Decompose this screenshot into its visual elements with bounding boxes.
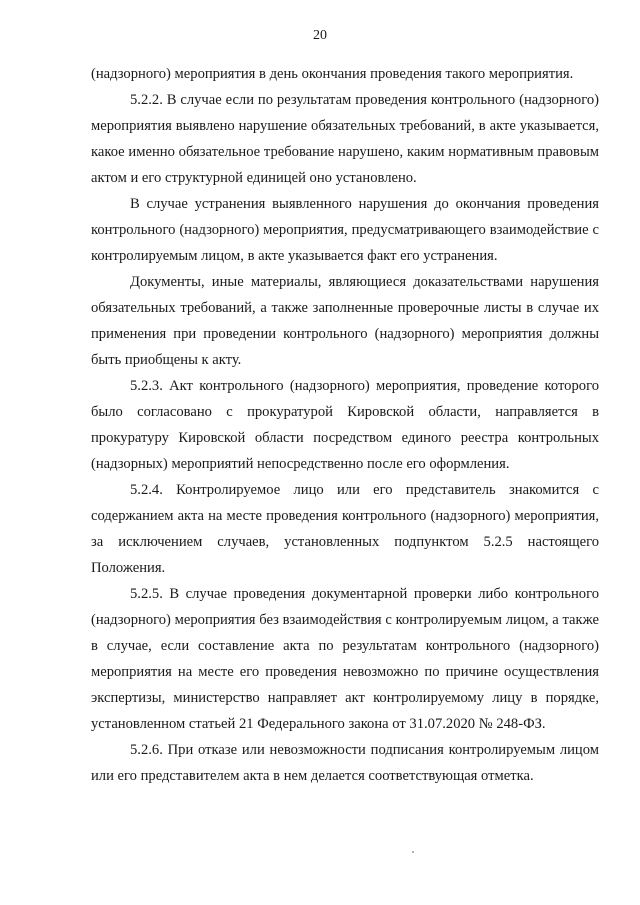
paragraph-evidence-documents: Документы, иные материалы, являющиеся доказательствами нарушения обязательных требований, а также заполненные проверочные листы в случае их применения при проведении контрольного (надзорного) мероприятия должны быть приобщены к акту.	[91, 274, 599, 368]
document-body	[91, 61, 599, 789]
page-number: 20	[313, 28, 327, 43]
scan-speck	[412, 851, 414, 853]
paragraph-5-2-6: 5.2.6. При отказе или невозможности подписания контролируемым лицом или его представителем акта в нем делается соответствующая отметка.	[91, 742, 599, 784]
paragraph-5-2-5: 5.2.5. В случае проведения документарной проверки либо контрольного (надзорного) мероприятия без взаимодействия с контролируемым лицом, а также в случае, если составление акта по результатам контрольного (надзорного) мероприятия на месте его проведения невозможно по причине осуществления экспертизы, министерство направляет акт контролируемому лицу в порядке, установленном статьей 21 Федерального закона от 31.07.2020 № 248-ФЗ.	[91, 586, 599, 732]
paragraph-continuation: (надзорного) мероприятия в день окончания проведения такого мероприятия.	[91, 66, 574, 82]
paragraph-5-2-4: 5.2.4. Контролируемое лицо или его представитель знакомится с содержанием акта на месте проведения контрольного (надзорного) мероприятия, за исключением случаев, установленных подпунктом 5.2.5 настоящего Положения.	[91, 482, 599, 576]
paragraph-5-2-2: 5.2.2. В случае если по результатам проведения контрольного (надзорного) мероприятия выявлено нарушение обязательных требований, в акте указывается, какое именно обязательное требование нарушено, каким нормативным правовым актом и его структурной единицей оно установлено.	[91, 92, 599, 186]
paragraph-violation-elimination: В случае устранения выявленного нарушения до окончания проведения контрольного (надзорного) мероприятия, предусматривающего взаимодействие с контролируемым лицом, в акте указывается факт его устранения.	[91, 196, 599, 264]
paragraph-5-2-3: 5.2.3. Акт контрольного (надзорного) мероприятия, проведение которого было согласовано с прокуратурой Кировской области, направляется в прокуратуру Кировской области посредством единого реестра контрольных (надзорных) мероприятий непосредственно после его оформления.	[91, 378, 599, 472]
